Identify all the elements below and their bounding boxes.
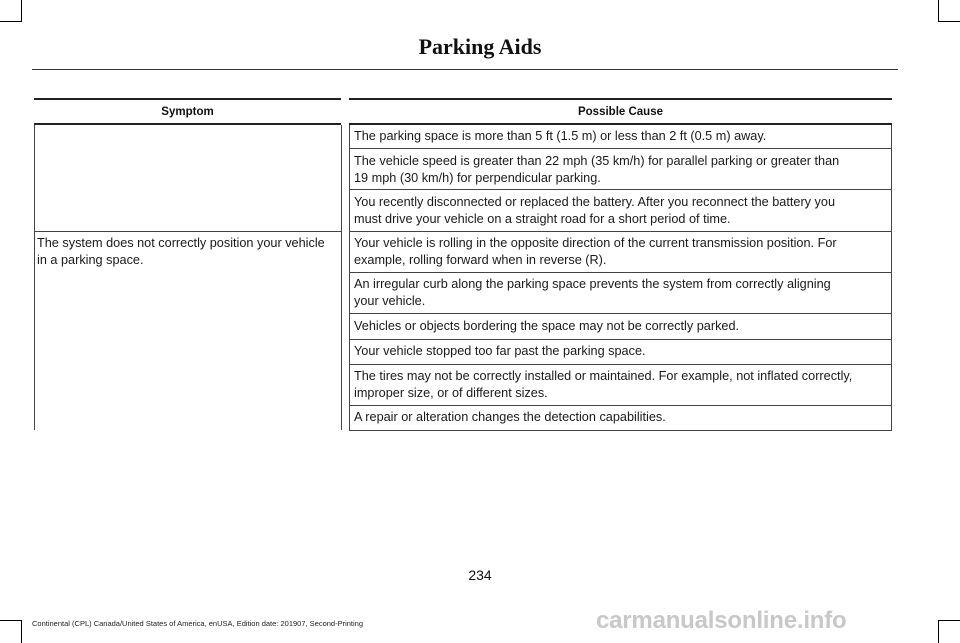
cause-cell: You recently disconnected or replaced the battery. After you reconnect the battery you must drive your vehicle on a straight road for a short period of time. [354,195,836,226]
title-rule [32,69,898,70]
cause-row-rule [349,339,892,340]
crop-mark [938,21,960,22]
cause-cell: An irregular curb along the parking space prevents the system from correctly aligning your vehicle. [354,277,831,308]
crop-mark [21,620,22,643]
crop-mark [938,0,939,22]
cause-cell: The parking space is more than 5 ft (1.5 m) or less than 2 ft (0.5 m) away. [354,129,767,143]
header-bottom-rule [349,123,892,125]
cause-cell: Your vehicle stopped too far past the parking space. [354,344,646,358]
footer-edition-text: Continental (CPL) Canada/United States of America, enUSA, Edition date: 201907, Second-Printing [32,619,364,628]
cause-row-rule [349,405,892,406]
table-left-border [34,125,35,430]
cause-row-rule [349,189,892,190]
cause-row-rule [349,148,892,149]
crop-mark [938,620,960,621]
crop-mark [0,620,22,621]
header-top-rule [34,98,341,100]
cause-cell: A repair or alteration changes the detection capabilities. [354,410,666,424]
watermark-logo: carmanualsonline.info [596,607,847,634]
header-possible-cause: Possible Cause [577,106,663,118]
symptom-row-rule [34,231,342,232]
cause-row-rule [349,231,892,232]
cause-cell: The tires may not be correctly installed or maintained. For example, not inflated correctly, improper size, or of different sizes. [354,369,853,400]
cause-cell: The vehicle speed is greater than 22 mph (35 km/h) for parallel parking or greater than 19 mph (30 km/h) for perpendicular parking. [354,154,840,185]
page-number: 234 [468,567,492,583]
header-symptom: Symptom [161,106,214,118]
crop-mark [21,0,22,22]
page-title: Parking Aids [418,34,542,59]
cause-row-rule [349,364,892,365]
symptom-column-border [341,125,342,430]
cause-row-rule [349,313,892,314]
header-top-rule [349,98,892,100]
cause-column-border [349,125,350,430]
table-right-border [891,125,892,430]
cause-cell: Your vehicle is rolling in the opposite direction of the current transmission position. For example, rolling forward when in reverse (R). [354,236,837,267]
crop-mark [938,620,939,643]
crop-mark [0,21,22,22]
cause-row-rule [349,430,892,431]
cause-row-rule [349,272,892,273]
cause-cell: Vehicles or objects bordering the space may not be correctly parked. [354,319,740,333]
symptom-cell: The system does not correctly position your vehicle in a parking space. [37,236,325,267]
header-bottom-rule [34,123,341,125]
